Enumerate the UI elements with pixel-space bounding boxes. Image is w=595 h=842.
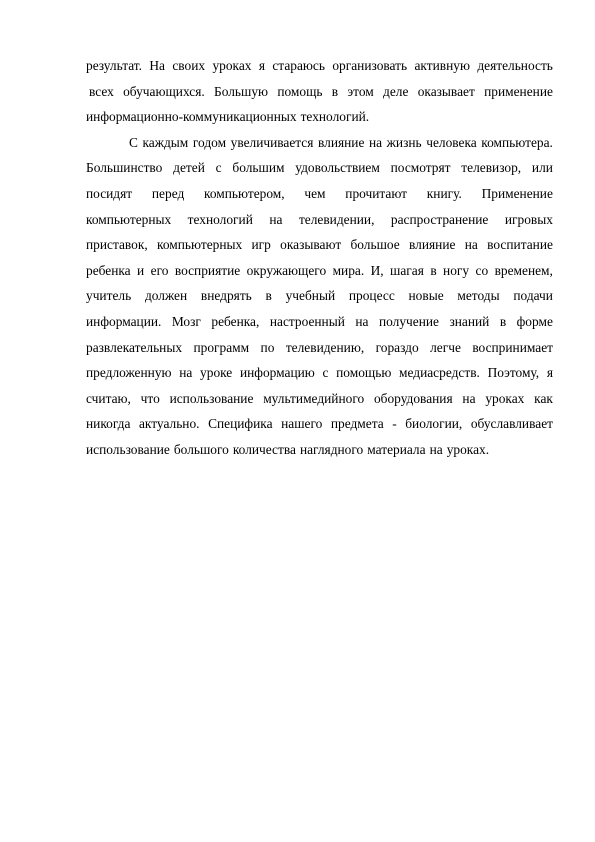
text-line: считаю, что использование мультимедийного оборудования на уроках как (86, 390, 553, 406)
text-line: учитель должен внедрять в учебный процесс новые методы подачи (86, 288, 553, 304)
paragraph-first-line: С каждым годом увеличивается влияние на жизнь человека компьютера. (129, 134, 553, 150)
text-line: посидят перед компьютером, чем прочитают книгу. Применение (86, 185, 553, 201)
text-line: всех обучающихся. Большую помощь в этом деле оказывает применение (89, 83, 553, 99)
text-line: результат. На своих уроках я стараюсь организовать активную деятельность (86, 58, 553, 73)
text-line: приставок, компьютерных игр оказывают большое влияние на воспитание (86, 237, 553, 253)
text-line: информационно-коммуникационных технологий. (86, 109, 370, 125)
text-line: предложенную на уроке информацию с помощью медиасредств. Поэтому, я (86, 365, 553, 381)
text-line: развлекательных программ по телевидению, гораздо легче воспринимает (86, 339, 553, 355)
text-line: компьютерных технологий на телевидении, распространение игровых (86, 211, 553, 227)
body-text (86, 53, 553, 463)
text-line: использование большого количества наглядного материала на уроках. (86, 441, 490, 457)
text-line: никогда актуально. Специфика нашего предмета - биологии, обуславливает (86, 416, 553, 432)
text-line: информации. Мозг ребенка, настроенный на получение знаний в форме (86, 313, 553, 329)
text-line: ребенка и его восприятие окружающего мира. И, шагая в ногу со временем, (86, 262, 553, 278)
text-line: Большинство детей с большим удовольствием посмотрят телевизор, или (86, 160, 553, 176)
